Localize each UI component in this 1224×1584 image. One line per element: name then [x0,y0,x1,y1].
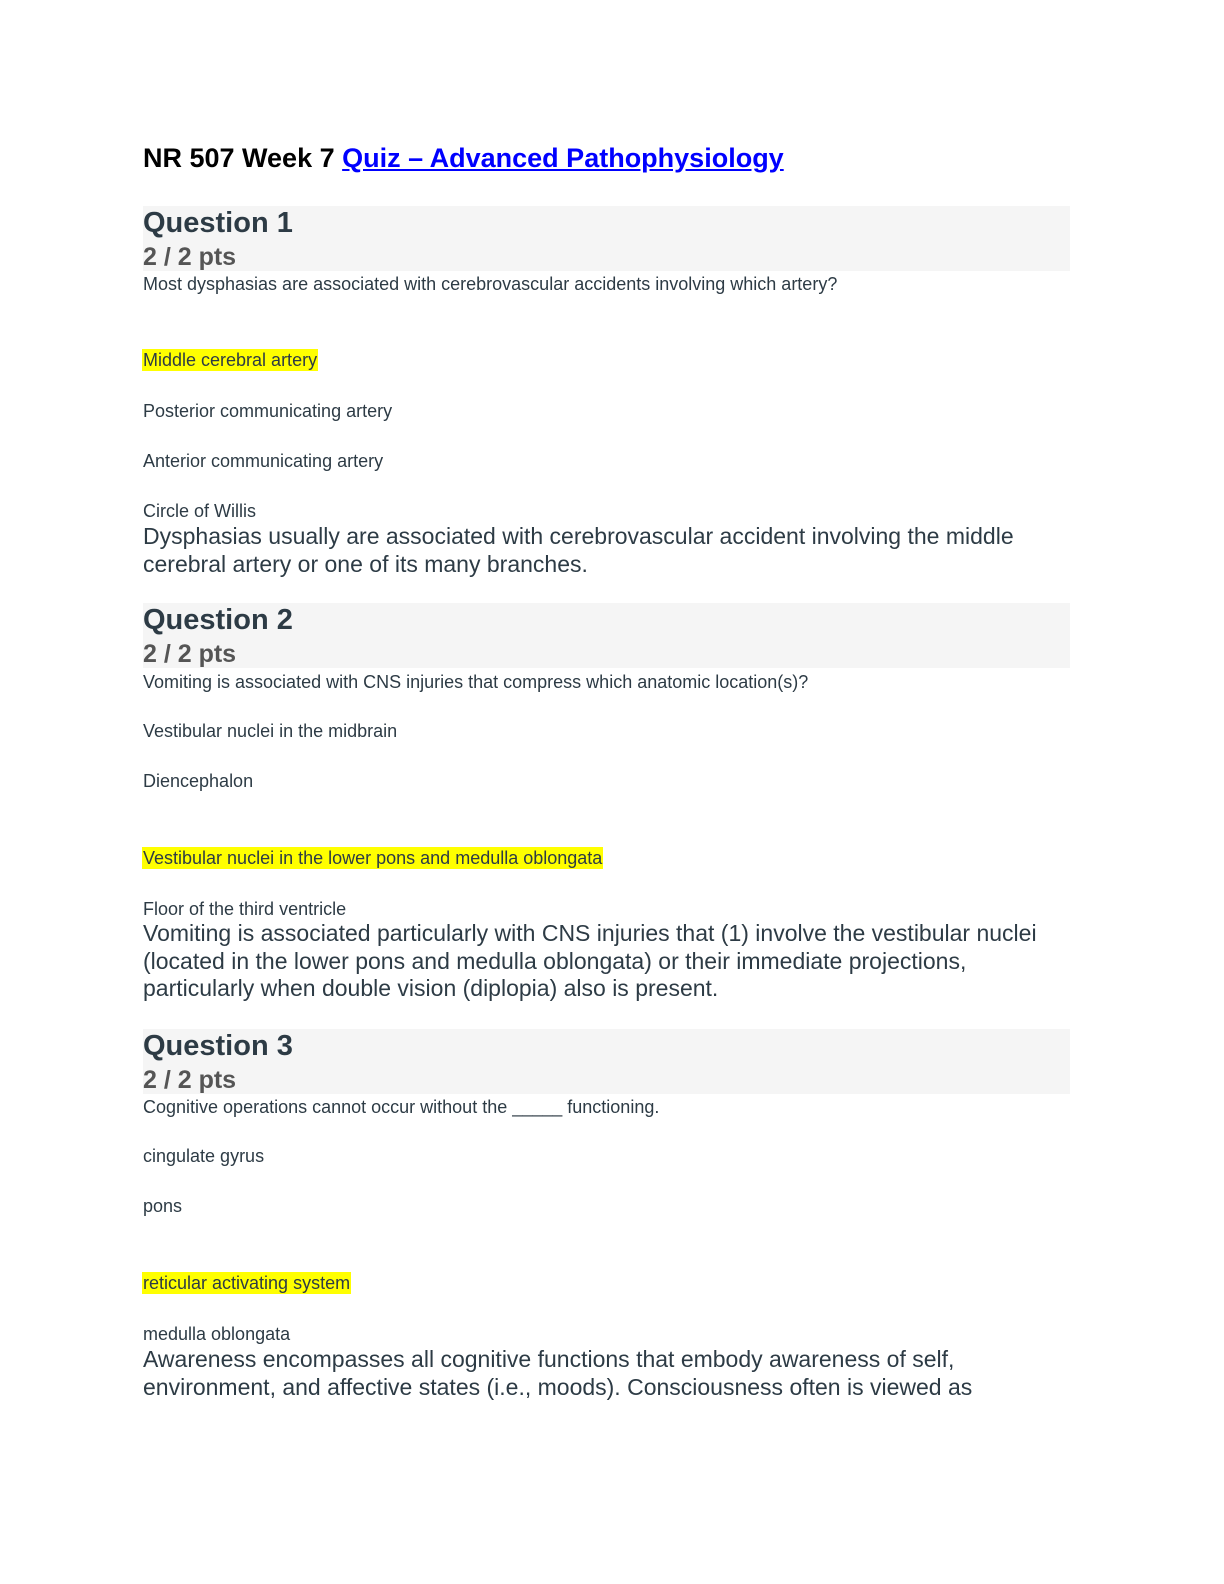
question-1-points: 2 / 2 pts [143,243,237,271]
question-2-text: Vomiting is associated with CNS injuries that compress which anatomic location(s)? [143,672,809,692]
question-1-option[interactable]: Circle of Willis [143,501,257,521]
question-2-title: Question 2 [143,604,293,636]
question-3-text: Cognitive operations cannot occur without the _____ functioning. [143,1097,660,1117]
question-1-title: Question 1 [143,207,293,239]
question-3-option-correct[interactable]: reticular activating system [143,1273,351,1293]
question-2-option[interactable]: Floor of the third ventricle [143,899,347,919]
question-3-option[interactable]: pons [143,1196,183,1216]
question-2-option[interactable]: Vestibular nuclei in the midbrain [143,721,398,741]
question-2-option-correct[interactable]: Vestibular nuclei in the lower pons and medulla oblongata [143,848,603,868]
document-title [143,142,784,174]
question-2-points: 2 / 2 pts [143,640,237,668]
question-3-points: 2 / 2 pts [143,1066,237,1094]
question-1-header [143,206,1070,271]
question-1-text: Most dysphasias are associated with cerebrovascular accidents involving which artery? [143,274,838,294]
document-title-prefix: NR 507 Week 7 [143,143,343,173]
question-1-option[interactable]: Posterior communicating artery [143,401,393,421]
question-1-explanation: Dysphasias usually are associated with cerebrovascular accident involving the middle cerebral artery or one of its many branches. [143,523,1014,577]
question-3-option[interactable]: medulla oblongata [143,1324,291,1344]
question-2-option[interactable]: Diencephalon [143,771,254,791]
question-2-explanation: Vomiting is associated particularly with CNS injuries that (1) involve the vestibular nuclei (located in the lower pons and medulla oblongata) or their immediate projections, particularly when double vision (diplopia) also is present. [143,920,1037,1001]
question-3-option[interactable]: cingulate gyrus [143,1146,265,1166]
question-1-option-correct[interactable]: Middle cerebral artery [143,350,318,370]
question-3-title: Question 3 [143,1030,293,1062]
quiz-title-link[interactable]: Quiz – Advanced Pathophysiology [342,143,784,173]
question-1-option[interactable]: Anterior communicating artery [143,451,384,471]
question-3-explanation: Awareness encompasses all cognitive functions that embody awareness of self, environment, and affective states (i.e., moods). Consciousness often is viewed as [143,1346,973,1400]
question-2-header [143,603,1070,668]
question-3-header [143,1029,1070,1094]
